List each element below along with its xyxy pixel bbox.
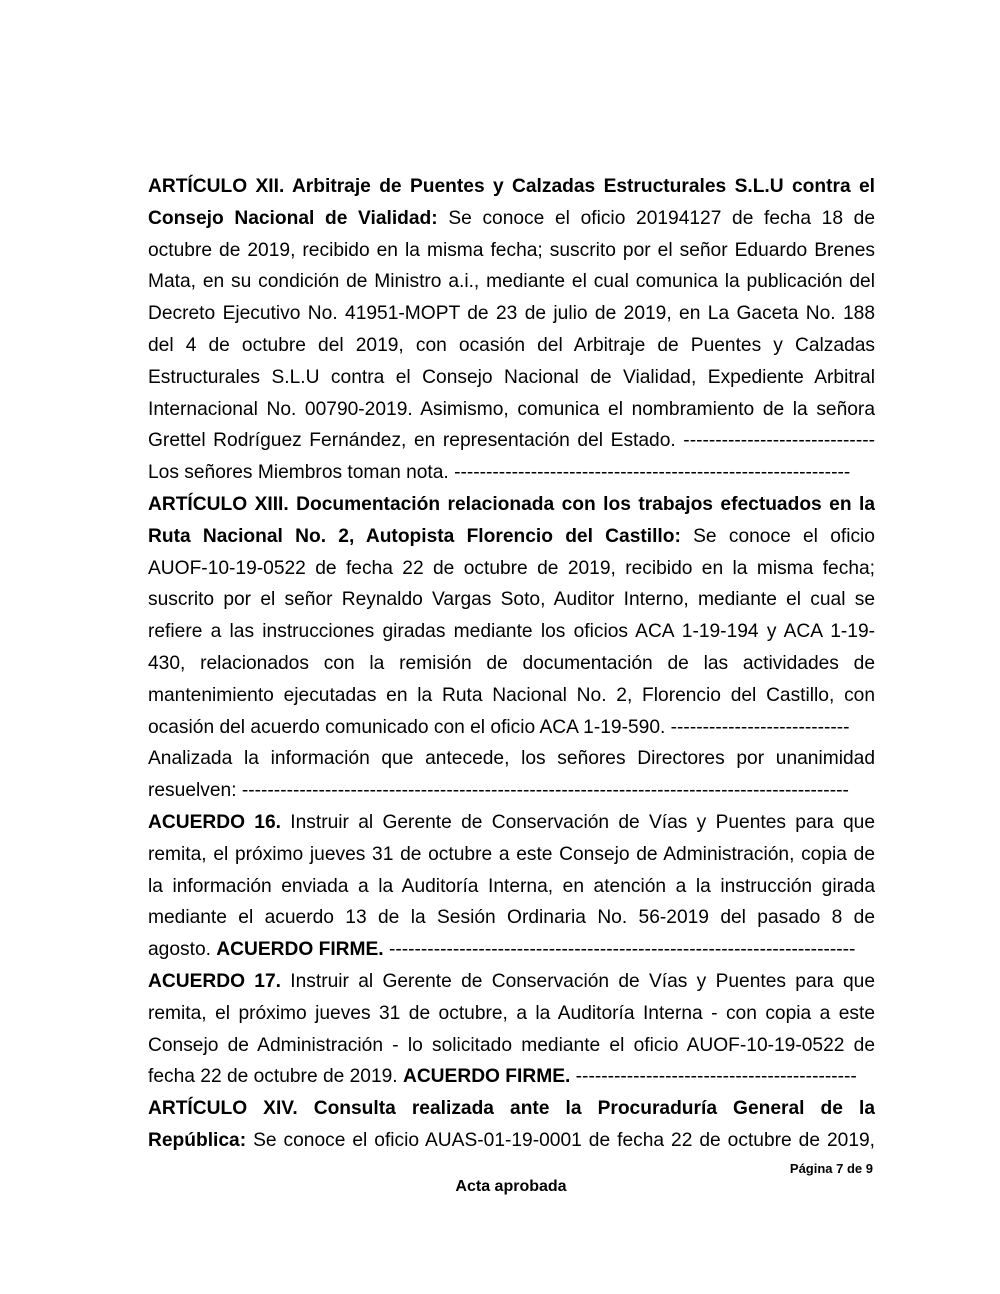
body-text: Se conoce el oficio AUAS-01-19-0001 de fecha 22 de octubre de 2019, xyxy=(246,1129,875,1151)
body-text: Mata, en su condición de Ministro a.i., mediante el cual comunica la publicación del xyxy=(148,271,875,293)
text-line xyxy=(148,966,875,998)
bold-text: ACUERDO 17. xyxy=(148,970,281,992)
text-line xyxy=(148,553,875,585)
text-line xyxy=(148,362,875,394)
body-text: ------------------------------------------------------------------------- xyxy=(383,939,856,961)
body-text: Se conoce el oficio 20194127 de fecha 18 de xyxy=(437,207,875,229)
text-line xyxy=(148,171,875,203)
body-text: remita, el próximo jueves 31 de octubre a este Consejo de Administración, copia de xyxy=(148,843,875,865)
bold-text: ARTÍCULO XII. Arbitraje de Puentes y Calzadas Estructurales S.L.U contra el xyxy=(148,176,875,197)
body-text: Los señores Miembros toman nota. -------------------------------------------------------------- xyxy=(148,462,851,484)
text-line xyxy=(148,1030,875,1062)
body-text: Decreto Ejecutivo No. 41951-MOPT de 23 de julio de 2019, en La Gaceta No. 188 xyxy=(148,303,875,325)
body-text: del 4 de octubre del 2019, con ocasión del Arbitraje de Puentes y Calzadas xyxy=(148,334,875,356)
body-text: refiere a las instrucciones giradas mediante los oficios ACA 1-19-194 y ACA 1-19- xyxy=(148,621,875,643)
bold-text: ACUERDO FIRME. xyxy=(402,1066,571,1088)
body-text: Instruir al Gerente de Conservación de Vías y Puentes para que xyxy=(280,970,875,992)
body-text: ocasión del acuerdo comunicado con el oficio ACA 1-19-590. ---------------------------- xyxy=(148,716,850,738)
bold-text: Ruta Nacional No. 2, Autopista Florencio del Castillo: xyxy=(148,525,681,547)
bold-text: ACUERDO 16. xyxy=(148,811,281,833)
body-text: AUOF-10-19-0522 de fecha 22 de octubre de 2019, recibido en la misma fecha; xyxy=(148,557,875,579)
text-line xyxy=(148,998,875,1030)
bold-text: Consejo Nacional de Vialidad: xyxy=(148,207,438,229)
text-line xyxy=(148,521,875,553)
text-line xyxy=(148,1061,875,1093)
body-text: Analizada la información que antecede, los señores Directores por unanimidad xyxy=(148,748,875,770)
body-text: Consejo de Administración - lo solicitado mediante el oficio AUOF-10-19-0522 de xyxy=(148,1034,875,1056)
acta-status: Acta aprobada xyxy=(455,1178,567,1195)
text-line xyxy=(148,680,875,712)
text-line xyxy=(148,203,875,235)
text-line xyxy=(148,584,875,616)
text-line xyxy=(148,425,875,457)
body-text: la información enviada a la Auditoría Interna, en atención a la instrucción girada xyxy=(148,875,875,897)
body-text: 430, relacionados con la remisión de documentación de las actividades de xyxy=(148,652,875,674)
text-line xyxy=(148,712,875,744)
body-text: remita, el próximo jueves 31 de octubre, a la Auditoría Interna - con copia a este xyxy=(148,1002,875,1024)
text-line xyxy=(148,902,875,934)
text-line xyxy=(148,266,875,298)
body-text: -------------------------------------------- xyxy=(570,1066,857,1088)
text-line xyxy=(148,489,875,521)
bold-text: ACUERDO FIRME. xyxy=(216,939,384,961)
body-text: fecha 22 de octubre de 2019. xyxy=(148,1066,403,1088)
text-line xyxy=(148,775,875,807)
text-line xyxy=(148,457,875,489)
text-line xyxy=(148,394,875,426)
text-line xyxy=(148,616,875,648)
body-text: Instruir al Gerente de Conservación de Vías y Puentes para que xyxy=(280,811,875,833)
text-line xyxy=(148,1125,875,1157)
bold-text: ARTÍCULO XIV. Consulta realizada ante la Procuraduría General de la xyxy=(148,1098,875,1120)
text-line xyxy=(148,1093,875,1125)
body-text: agosto. xyxy=(148,939,217,961)
body-text: suscrito por el señor Reynaldo Vargas Soto, Auditor Interno, mediante el cual se xyxy=(148,589,875,611)
bold-text: ARTÍCULO XIII. Documentación relacionada con los trabajos efectuados en la xyxy=(148,493,875,515)
text-line xyxy=(148,235,875,267)
body-text: Grettel Rodríguez Fernández, en representación del Estado. ------------------------------ xyxy=(148,430,875,452)
text-line xyxy=(148,839,875,871)
document-body xyxy=(148,171,875,1157)
body-text: mantenimiento ejecutadas en la Ruta Nacional No. 2, Florencio del Castillo, con xyxy=(148,684,875,706)
body-text: octubre de 2019, recibido en la misma fecha; suscrito por el señor Eduardo Brenes xyxy=(148,239,875,261)
text-line xyxy=(148,807,875,839)
body-text: Internacional No. 00790-2019. Asimismo, comunica el nombramiento de la señora xyxy=(148,398,875,420)
text-line xyxy=(148,871,875,903)
body-text: Se conoce el oficio xyxy=(680,525,875,547)
text-line xyxy=(148,648,875,680)
body-text: mediante el acuerdo 13 de la Sesión Ordinaria No. 56-2019 del pasado 8 de xyxy=(148,907,875,929)
bold-text: República: xyxy=(148,1129,247,1151)
text-line xyxy=(148,330,875,362)
body-text: Estructurales S.L.U contra el Consejo Nacional de Vialidad, Expediente Arbitral xyxy=(148,366,875,388)
text-line xyxy=(148,934,875,966)
text-line xyxy=(148,298,875,330)
text-line xyxy=(148,743,875,775)
page-number: Página 7 de 9 xyxy=(789,1161,873,1176)
body-text: resuelven: ----------------------------------------------------------------------------------------------- xyxy=(148,780,849,802)
